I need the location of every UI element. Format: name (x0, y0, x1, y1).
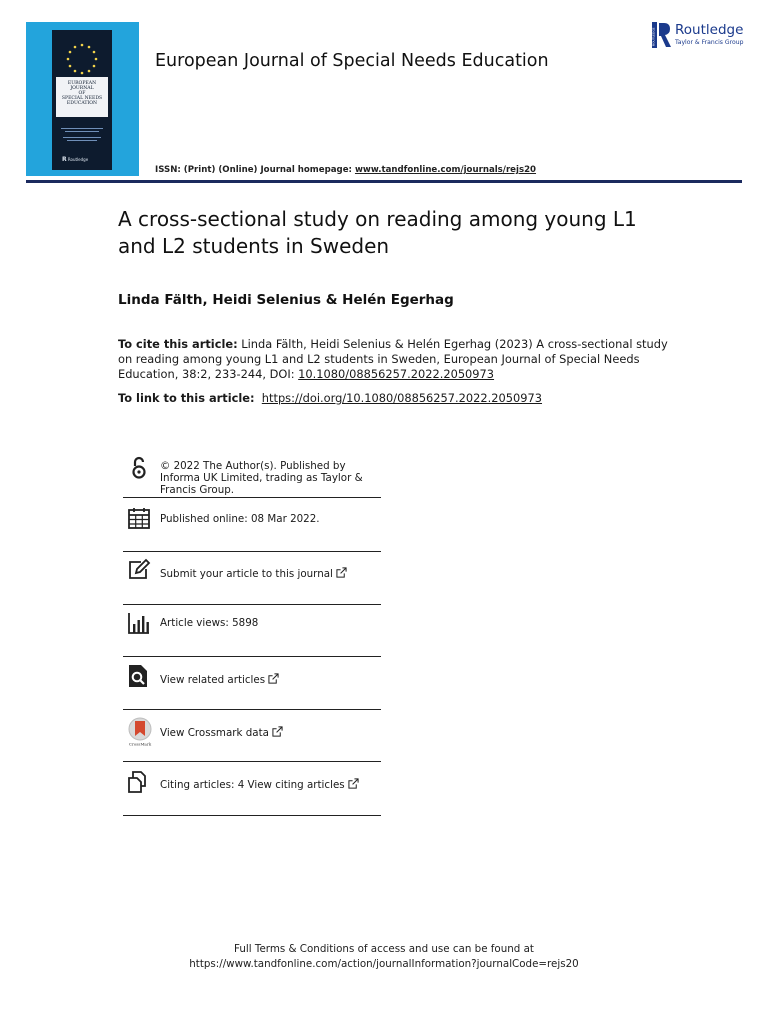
crossmark-icon (127, 717, 153, 747)
svg-text:CrossMark: CrossMark (128, 741, 152, 747)
terms-text: Full Terms & Conditions of access and use can be found at (234, 943, 534, 955)
external-link-icon (272, 726, 283, 737)
routledge-logo[interactable] (652, 22, 752, 50)
issn-line (155, 165, 536, 175)
article-link-label: To link to this article: (118, 391, 255, 405)
article-authors: Linda Fälth, Heidi Selenius & Helén Egerhag (118, 292, 454, 308)
citation-block (118, 337, 678, 382)
article-views-row (123, 604, 381, 656)
cover-title: EUROPEAN JOURNAL OF SPECIAL NEEDS EDUCATION (55, 76, 109, 118)
related-articles-link[interactable]: View related articles (160, 673, 279, 686)
svg-text:ROUTLEDGE: ROUTLEDGE (651, 27, 656, 46)
crossmark-row[interactable] (123, 709, 381, 761)
external-link-icon (268, 673, 279, 684)
crossmark-link[interactable]: View Crossmark data (160, 726, 283, 739)
related-articles-row[interactable] (123, 656, 381, 709)
issn-label: ISSN: (Print) (Online) Journal homepage: (155, 165, 355, 175)
row-divider (123, 815, 381, 816)
citing-articles-row[interactable] (123, 761, 381, 815)
cover-band (57, 126, 107, 144)
open-access-text: © 2022 The Author(s). Published by Informa UK Limited, trading as Taylor & Francis Group. (160, 460, 363, 496)
eu-stars-icon (61, 38, 103, 80)
search-document-icon (127, 664, 151, 688)
external-link-icon (336, 567, 347, 578)
calendar-icon (127, 506, 151, 530)
citation-text: Linda Fälth, Heidi Selenius & Helén Egerhag (2023) A cross-sectional study on reading among young L1 and L2 students in Sweden, European Journal of Special Needs Education, 38:2, 233-244, DOI: (118, 337, 668, 381)
citation-doi-link[interactable]: 10.1080/08856257.2022.2050973 (298, 367, 495, 381)
journal-cover (26, 22, 139, 176)
published-date: Published online: 08 Mar 2022. (160, 513, 320, 525)
open-access-icon (127, 456, 151, 480)
terms-footer (0, 942, 768, 972)
article-doi-url[interactable]: https://doi.org/10.1080/08856257.2022.2050973 (261, 391, 543, 405)
open-access-row (123, 452, 381, 498)
citing-articles-icon (127, 770, 151, 794)
article-title: A cross-sectional study on reading among young L1 and L2 students in Sweden (118, 207, 637, 258)
routledge-subtitle: Taylor & Francis Group (675, 39, 744, 46)
article-link-line (118, 391, 542, 405)
external-link-icon (348, 778, 359, 789)
published-row (123, 498, 381, 551)
submit-article-link[interactable]: Submit your article to this journal (160, 567, 347, 580)
citation-label: To cite this article: (118, 337, 238, 351)
cover-publisher: R Routledge (62, 156, 89, 163)
edit-icon (127, 558, 151, 582)
routledge-r-icon (652, 22, 672, 48)
terms-url[interactable]: https://www.tandfonline.com/action/journalInformation?journalCode=rejs20 (189, 958, 579, 970)
citing-articles-link[interactable]: Citing articles: 4 View citing articles (160, 778, 359, 791)
journal-title: European Journal of Special Needs Education (155, 51, 549, 71)
article-views-count: Article views: 5898 (160, 617, 259, 629)
routledge-wordmark: Routledge (675, 22, 744, 38)
header-rule (26, 180, 742, 183)
submit-article-row[interactable] (123, 551, 381, 604)
bar-chart-icon (127, 611, 151, 635)
journal-homepage-link[interactable]: www.tandfonline.com/journals/rejs20 (354, 165, 537, 175)
